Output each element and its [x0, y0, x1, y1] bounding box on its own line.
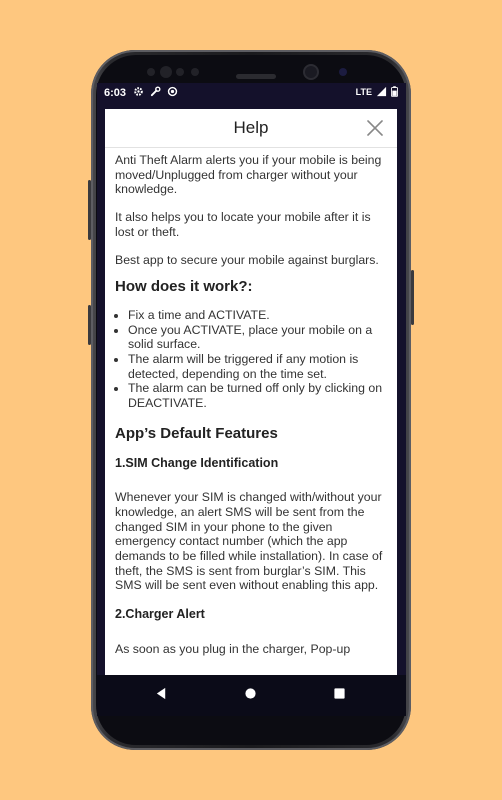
network-type: LTE — [355, 86, 372, 97]
wrench-icon — [150, 86, 161, 97]
battery-icon — [391, 86, 398, 97]
front-sensor — [147, 68, 155, 76]
power-button — [411, 270, 414, 325]
dialog-header — [105, 109, 397, 148]
feature-description: Whenever your SIM is changed with/without your knowledge, an alert SMS will be sent from the changed SIM in your phone to the given emergency contact number (which the app demands to be filled while installation). In case of theft, the SMS is sent from burglar’s SIM. This SMS will be sent even without enabling this app. — [115, 490, 383, 593]
front-sensor — [339, 68, 347, 76]
gear-icon — [133, 86, 144, 97]
list-item: • Once you ACTIVATE, place your mobile on a solid surface. — [128, 323, 390, 352]
status-bar — [97, 83, 406, 105]
front-sensor — [191, 68, 199, 76]
status-time: 6:03 — [104, 87, 127, 99]
back-icon[interactable] — [155, 687, 168, 700]
features-heading: App’s Default Features — [115, 424, 278, 442]
help-dialog — [105, 109, 397, 675]
dialog-title: Help — [233, 118, 269, 137]
phone-screen — [97, 83, 406, 716]
navigation-bar — [97, 675, 406, 716]
front-sensor — [176, 68, 184, 76]
volume-button — [88, 180, 91, 240]
feature-title: 1.SIM Change Identification — [115, 455, 279, 470]
home-icon[interactable] — [244, 687, 257, 700]
front-sensor — [160, 66, 172, 78]
feature-description: As soon as you plug in the charger, Pop-up — [115, 641, 351, 656]
recents-icon[interactable] — [333, 687, 346, 700]
status-system-icons — [356, 86, 398, 97]
front-camera — [305, 66, 317, 78]
list-item: • The alarm will be triggered if any motion is detected, depending on the time set. — [128, 352, 390, 381]
earpiece-speaker — [236, 74, 276, 79]
help-content — [115, 153, 390, 670]
list-item: • The alarm can be turned off only by clicking on DEACTIVATE. — [128, 381, 390, 410]
intro-paragraph: It also helps you to locate your mobile after it is lost or theft. — [115, 210, 371, 239]
volume-button-lower — [88, 305, 91, 345]
sync-icon — [167, 86, 178, 97]
intro-paragraph: Best app to secure your mobile against burglars. — [115, 252, 379, 267]
signal-icon — [376, 86, 387, 97]
list-item: • Fix a time and ACTIVATE. — [128, 308, 390, 323]
status-notification-icons — [133, 86, 178, 97]
how-it-works-heading: How does it work?: — [115, 278, 253, 296]
feature-title: 2.Charger Alert — [115, 607, 205, 622]
how-it-works-list — [115, 308, 390, 411]
intro-paragraph: Anti Theft Alarm alerts you if your mobile is being moved/Unplugged from charger without your knowledge. — [115, 153, 382, 197]
close-icon[interactable] — [366, 119, 384, 137]
